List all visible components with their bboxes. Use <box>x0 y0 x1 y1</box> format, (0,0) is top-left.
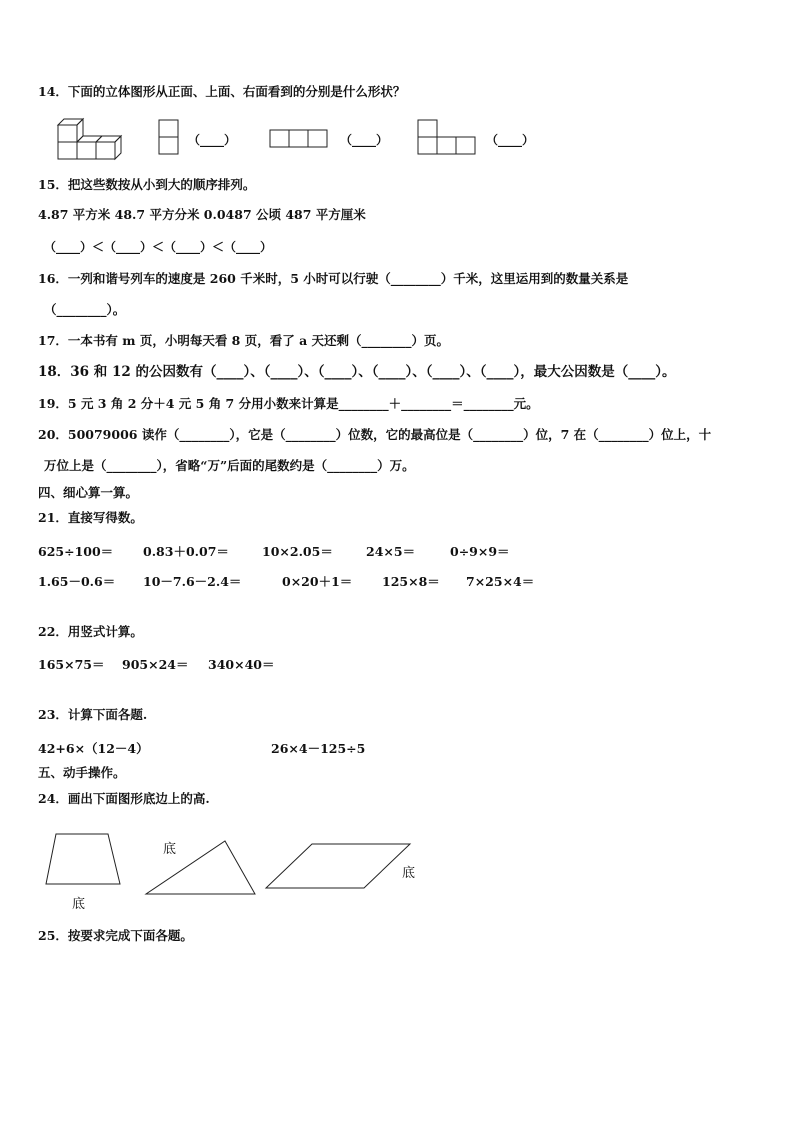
calc-item: 7×25×4＝ <box>466 574 535 589</box>
section-5-title: 五、动手操作。 <box>38 765 126 780</box>
question-20-cont: 万位上是（________），省略“万”后面的尾数约是（________）万。 <box>44 458 415 473</box>
parallelogram-figure <box>264 840 414 892</box>
question-23: 23．计算下面各题. <box>38 707 148 722</box>
triangle-base-label: 底 <box>163 842 177 857</box>
question-22: 22．用竖式计算。 <box>38 624 143 639</box>
calc-item: 125×8＝ <box>382 574 440 589</box>
question-19: 19．5 元 3 角 2 分＋4 元 5 角 7 分用小数来计算是________＋________＝________元。 <box>38 396 539 411</box>
q15-order-blanks[interactable]: （____）＜（____）＜（____）＜（____） <box>44 240 273 254</box>
question-18: 18．36 和 12 的公因数有（____）、（____）、（____）、（____）、（____）、（____），最大公因数是（____）。 <box>38 364 676 380</box>
question-20: 20．50079006 读作（________），它是（________）位数，它的最高位是（________）位，7 在（________）位上，十 <box>38 427 712 442</box>
calc-item: 10×2.05＝ <box>262 544 333 559</box>
trapezoid-base-label: 底 <box>72 897 86 912</box>
answer-blank[interactable]: （____） <box>340 133 389 147</box>
view-three-row <box>268 128 330 150</box>
triangle-figure <box>143 838 259 898</box>
calc-item: 0.83＋0.07＝ <box>143 544 229 559</box>
question-24: 24．画出下面图形底边上的高. <box>38 791 210 806</box>
calc-item: 340×40＝ <box>208 657 275 672</box>
section-4-title: 四、细心算一算。 <box>38 485 139 500</box>
view-l-shape <box>416 118 478 158</box>
question-25: 25．按要求完成下面各题。 <box>38 928 193 943</box>
calc-item: 42+6×（12－4） <box>38 741 149 756</box>
calc-item: 165×75＝ <box>38 657 105 672</box>
cube-solid-figure <box>55 115 125 161</box>
question-15: 15．把这些数按从小到大的顺序排列。 <box>38 177 256 192</box>
calc-item: 0÷9×9＝ <box>450 544 510 559</box>
calc-item: 26×4－125÷5 <box>271 741 366 756</box>
calc-item: 905×24＝ <box>122 657 189 672</box>
question-21: 21．直接写得数。 <box>38 510 143 525</box>
parallelogram-base-label: 底 <box>402 866 416 881</box>
question-14: 14．下面的立体图形从正面、上面、右面看到的分别是什么形状？ <box>38 84 406 99</box>
q15-values: 4.87 平方米 48.7 平方分米 0.0487 公顷 487 平方厘米 <box>38 207 366 222</box>
calc-item: 1.65－0.6＝ <box>38 574 116 589</box>
answer-blank[interactable]: （____） <box>188 133 237 147</box>
question-16: 16．一列和谐号列车的速度是 260 千米时，5 小时可以行驶（________）千米，这里运用到的数量关系是 <box>38 271 629 286</box>
trapezoid-figure <box>44 830 124 888</box>
answer-blank[interactable]: （____） <box>486 133 535 147</box>
calc-item: 24×5＝ <box>366 544 416 559</box>
calc-item: 10－7.6－2.4＝ <box>143 574 242 589</box>
calc-item: 625÷100＝ <box>38 544 114 559</box>
view-two-stacked <box>157 118 181 158</box>
question-17: 17．一本书有 m 页，小明每天看 8 页，看了 a 天还剩（________）页。 <box>38 333 450 348</box>
calc-item: 0×20＋1＝ <box>282 574 353 589</box>
question-16-cont: （________）。 <box>44 302 126 317</box>
